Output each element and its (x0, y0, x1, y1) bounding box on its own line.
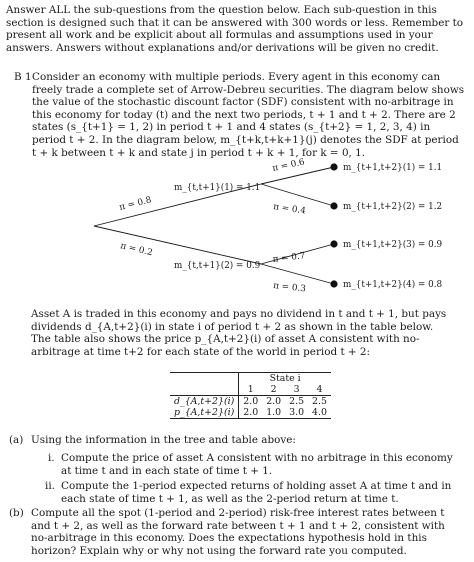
table-cell: 2.5 (285, 396, 308, 408)
sdf-down-label: m_{t,t+1}(2) = 0.9 (174, 261, 261, 271)
table-cell: 2.0 (239, 396, 262, 408)
question-a-i-text: Compute the price of asset A consistent with no arbitrage in this economy at time t and in each state of time t + 1. (61, 452, 453, 477)
row-label: d_{A,t+2}(i) (170, 396, 239, 408)
question-b-label: (b) (9, 507, 24, 519)
prob-1-label: π = 0.6 (271, 157, 306, 174)
prob-2-label: π = 0.4 (272, 202, 307, 217)
leaf-node-2 (330, 202, 337, 209)
branch-leaf-2 (261, 184, 334, 206)
asset-table (170, 372, 331, 419)
table-cell: 2.0 (239, 407, 262, 419)
question-a-i-label: i. (48, 452, 55, 464)
prob-4-label: π = 0.3 (272, 281, 307, 295)
table-cell: 4.0 (308, 407, 331, 419)
state-number: 3 (293, 384, 300, 395)
question-b-text: Compute all the spot (1-period and 2-period) risk-free interest rates between t and t + 2, as well as the forward rate between t + 1 and t + 2, consistent with no-arbitrage in this economy. Does the expectations hypothesis hold in this horizon? Explain why or why not using the forward rate you computed. (31, 507, 445, 557)
question-b1-text: Consider an economy with multiple periods. Every agent in this economy can freely trade a complete set of Arrow-Debreu securities. The diagram below shows the value of the stochastic discount factor (SDF) consistent with no-arbitrage in this economy for today (t) and the next two periods, t + 1 and t + 2. There are 2 states (s_{t+1} = 1, 2) in period t + 1 and 4 states (s_{t+2} = 1, 2, 3, 4) in period t + 2. In the diagram below, m_{t+k,t+k+1}(j) denotes the SDF at period t + k between t + k and state j in period t + k + 1, for k = 0, 1. (32, 71, 465, 159)
table-cell: 2.5 (308, 396, 331, 408)
question-label: B 1 (14, 71, 32, 83)
prob-down-label: π = 0.2 (119, 241, 154, 259)
table-header-state: State i (239, 373, 331, 385)
table-cell: 1.0 (262, 407, 285, 419)
leaf-1-label: m_{t+1,t+2}(1) = 1.1 (343, 163, 443, 173)
leaf-node-4 (330, 280, 337, 287)
prob-3-label: π = 0.7 (272, 251, 306, 265)
sdf-up-label: m_{t,t+1}(1) = 1.1 (174, 183, 261, 193)
state-number: 4 (316, 384, 323, 395)
branch-leaf-4 (261, 264, 334, 284)
state-number: 2 (270, 384, 277, 395)
branch-down (94, 226, 261, 264)
leaf-node-3 (330, 240, 337, 247)
leaf-node-1 (330, 163, 337, 170)
row-label: p_{A,t+2}(i) (170, 407, 239, 419)
leaf-2-label: m_{t+1,t+2}(2) = 1.2 (343, 202, 443, 212)
question-a-text: Using the information in the tree and table above: (31, 434, 296, 446)
leaf-3-label: m_{t+1,t+2}(3) = 0.9 (343, 240, 443, 250)
question-a-label: (a) (9, 434, 24, 446)
state-number: 1 (247, 384, 254, 395)
table-row (170, 407, 331, 419)
prob-up-label: π = 0.8 (118, 195, 153, 213)
instructions-paragraph: Answer ALL the sub-questions from the question below. Each sub-question in this section is designed such that it can be answered with 300 words or less. Remember to present all work and be explicit about all formulas and assumptions used in your answers. Answers without explanations and/or derivations will be given no credit. (6, 4, 464, 54)
question-a-ii-text: Compute the 1-period expected returns of holding asset A at time t and in each state of time t + 1, as well as the 2-period return at time t. (61, 480, 452, 505)
table-row (170, 396, 331, 408)
question-a-ii-label: ii. (45, 480, 55, 492)
table-cell: 3.0 (285, 407, 308, 419)
asset-description: Asset A is traded in this economy and pays no dividend in t and t + 1, but pays dividends d_{A,t+2}(i) in state i of period t + 2 as shown in the table below. The table also shows the price p_{A,t+2}(i) of asset A consistent with no-arbitrage at time t+2 for each state of the world in period t + 2: (31, 308, 447, 358)
leaf-4-label: m_{t+1,t+2}(4) = 0.8 (343, 280, 443, 290)
table-cell: 2.0 (262, 396, 285, 408)
